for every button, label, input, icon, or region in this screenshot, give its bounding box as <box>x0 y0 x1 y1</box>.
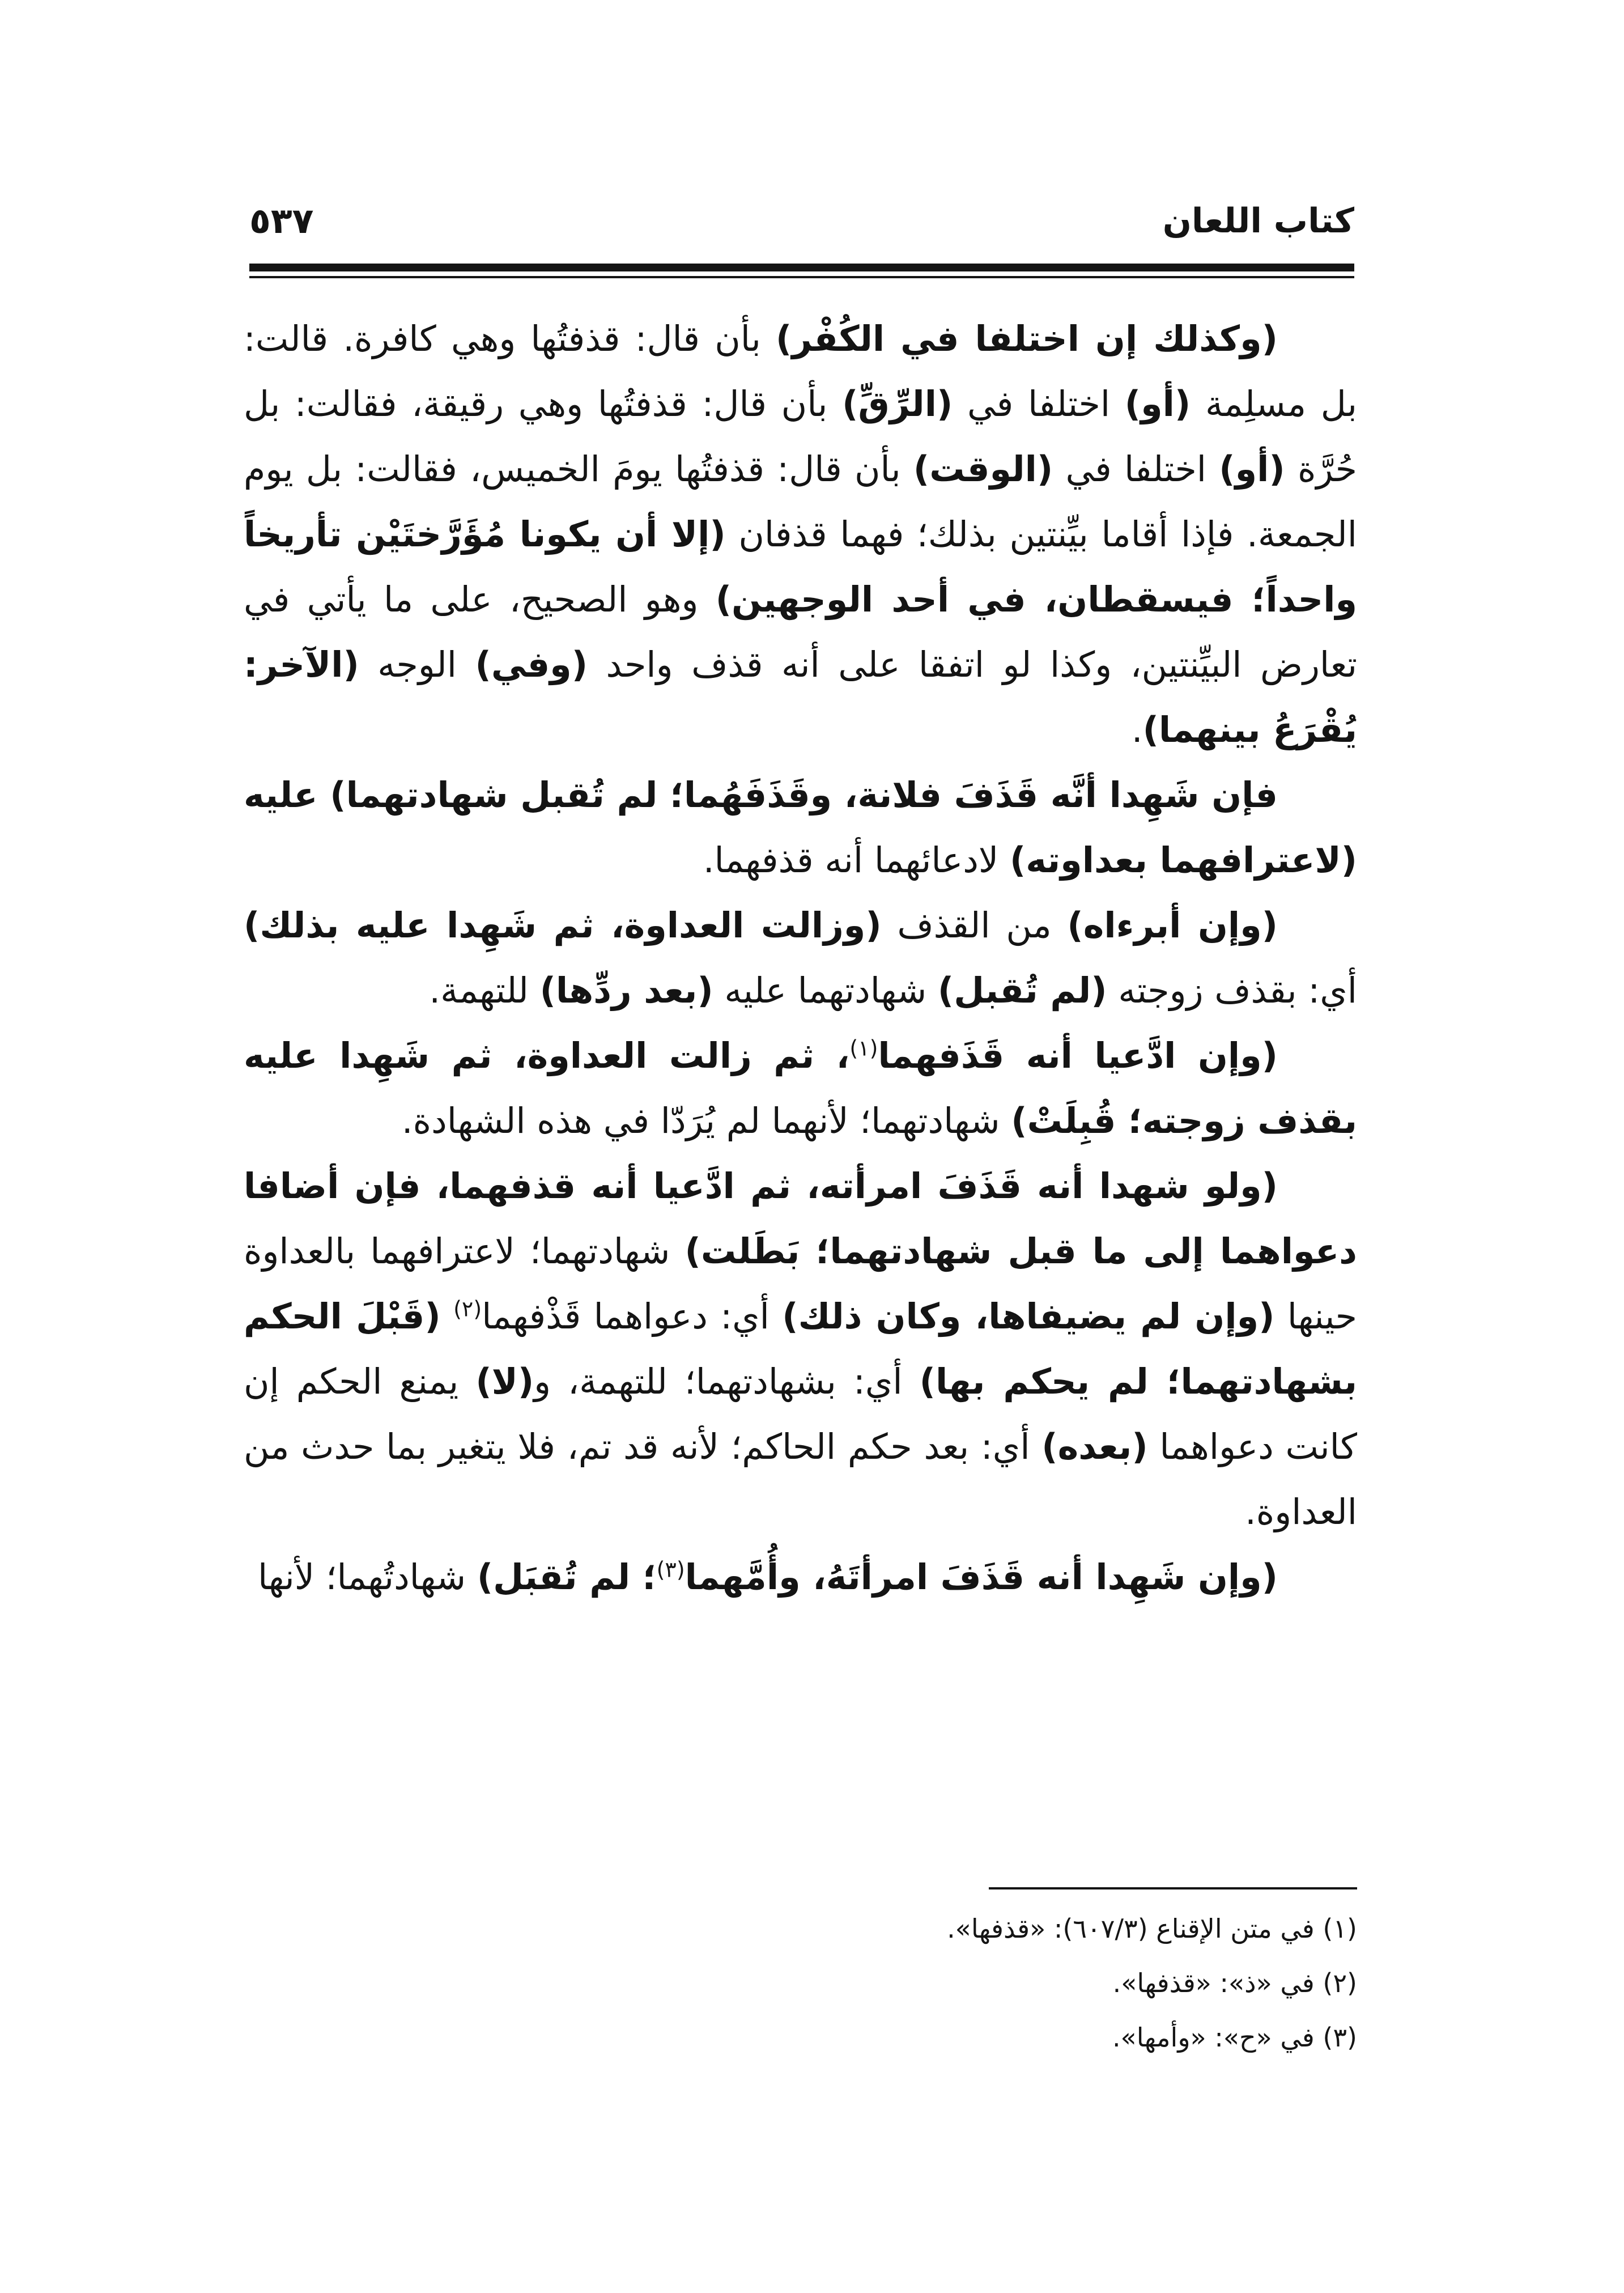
text-run: شهادتهما؛ لأنهما لم يُرَدّا في هذه الشهادة. <box>401 1100 1011 1141</box>
text-run: لادعائهما أنه قذفهما. <box>703 839 1010 881</box>
text-run: (وفي) <box>475 644 588 685</box>
text-run: أي: بشهادتهما؛ للتهمة، و <box>534 1361 920 1402</box>
text-run: الوجه <box>359 644 475 685</box>
text-run: (بعد ردِّها) <box>539 970 713 1011</box>
header-rule-thin <box>249 276 1354 278</box>
page-number: ٥٣٧ <box>249 200 314 241</box>
footnotes <box>623 1901 1357 2065</box>
footnote-2: (٢) في «ذ»: «قذفها». <box>1112 1968 1357 1998</box>
footnote-marker: (٢) <box>453 1296 482 1322</box>
footnote-1: (١) في متن الإقناع (٦٠٧/٣): «قذفها». <box>947 1913 1357 1944</box>
paragraph <box>244 1153 1357 1544</box>
footnote-marker: (١) <box>849 1035 878 1061</box>
text-run: (بعده) <box>1041 1426 1148 1467</box>
page-header <box>249 196 1354 258</box>
text-run: (ولو شهدا أنه قَذَفَ امرأته، ثم ادَّعيا أنه قذفهما، فإن أضافا دعواهما إلى ما قبل شهادتهما؛ بَطَلت) <box>244 1165 1357 1272</box>
footnote-separator <box>989 1887 1357 1889</box>
header-rule-thick <box>249 264 1354 271</box>
text-run: (أو) <box>1124 383 1191 424</box>
paragraph <box>244 762 1357 893</box>
paragraph <box>244 306 1357 762</box>
paragraph <box>244 1023 1357 1153</box>
text-run: أي: بقذف زوجته <box>1107 970 1357 1011</box>
text-run: شهادتهما عليه <box>713 970 938 1011</box>
text-run: وهو الصحيح، على ما يأتي في تعارض البيِّنتين، وكذا لو اتفقا على أنه قذف واحد <box>244 579 1357 685</box>
paragraph <box>244 1544 1357 1610</box>
footnote-3: (٣) في «ح»: «وأمها». <box>1112 2022 1357 2053</box>
text-run: (وإن لم يضيفاها، وكان ذلك) <box>782 1296 1275 1337</box>
running-title: كتاب اللعان <box>1162 201 1354 241</box>
text-run <box>441 1296 453 1337</box>
text-run: (وكذلك إن اختلفا في الكُفْر) <box>776 318 1278 359</box>
text-run: من القذف <box>881 905 1068 946</box>
text-run: (الوقت) <box>913 448 1053 490</box>
text-run: ؛ لم تُقبَل) <box>477 1556 657 1598</box>
text-run: (إلا أن يكونا مُؤَرَّختَيْن تأريخاً واحداً؛ فيسقطان، في أحد الوجهين) <box>244 513 1357 620</box>
text-run: للتهمة. <box>429 970 540 1011</box>
text-run: اختلفا في <box>1053 448 1219 490</box>
text-run: (لا) <box>475 1361 534 1402</box>
paragraph <box>244 893 1357 1023</box>
main-text <box>244 306 1357 1610</box>
text-run: يمنع الحكم إن كانت دعواهما <box>244 1361 1357 1467</box>
text-run: أي: دعواهما قَذْفهما <box>482 1296 783 1337</box>
footnote-marker: (٣) <box>656 1557 685 1582</box>
text-run: (وزالت العداوة، ثم شَهِدا عليه بذلك) <box>244 905 882 946</box>
text-run: (أو) <box>1219 448 1285 490</box>
text-run: أي: بعد حكم الحاكم؛ لأنه قد تم، فلا يتغير بما حدث من العداوة. <box>244 1426 1357 1532</box>
text-run: اختلفا في <box>953 383 1125 424</box>
text-run: (الآخر: يُقْرَعُ بينهما) <box>244 644 1357 750</box>
text-run: فإن شَهِدا أنَّه قَذَفَ فلانة، وقَذَفَهُما؛ لم تُقبل شهادتهما) عليه (لاعترافهما بعداوته) <box>244 774 1357 881</box>
text-run: ، ثم زالت العداوة، ثم شَهِدا عليه بقذف زوجته؛ قُبِلَتْ) <box>244 1035 1357 1141</box>
text-run: (وإن أبرءاه) <box>1067 905 1278 946</box>
text-run: بأن قال: قذفتُها يومَ الخميس، فقالت: بل يوم الجمعة. فإذا أقاما بيِّنتين بذلك؛ فهما قذفان <box>244 448 1357 555</box>
text-run: (الرِّقِّ) <box>842 383 953 424</box>
text-run: (قَبْلَ الحكم بشهادتهما؛ لم يحكم بها) <box>244 1296 1358 1402</box>
text-run: شهادتُهما؛ لأنها <box>258 1556 477 1598</box>
text-run: (لم تُقبل) <box>937 970 1107 1011</box>
text-run: . <box>1131 709 1143 750</box>
text-run: (وإن ادَّعيا أنه قَذَفهما <box>878 1035 1278 1076</box>
text-run: شهادتهما؛ لاعترافهما بالعداوة حينها <box>244 1230 1358 1337</box>
text-run: بأن قال: قذفتُها وهي كافرة. قالت: بل مسلِمة <box>244 318 1357 424</box>
text-run: (وإن شَهِدا أنه قَذَفَ امرأتَهُ، وأُمَّهما <box>685 1556 1278 1598</box>
text-run: بأن قال: قذفتُها وهي رقيقة، فقالت: بل حُرَّة <box>244 383 1358 490</box>
